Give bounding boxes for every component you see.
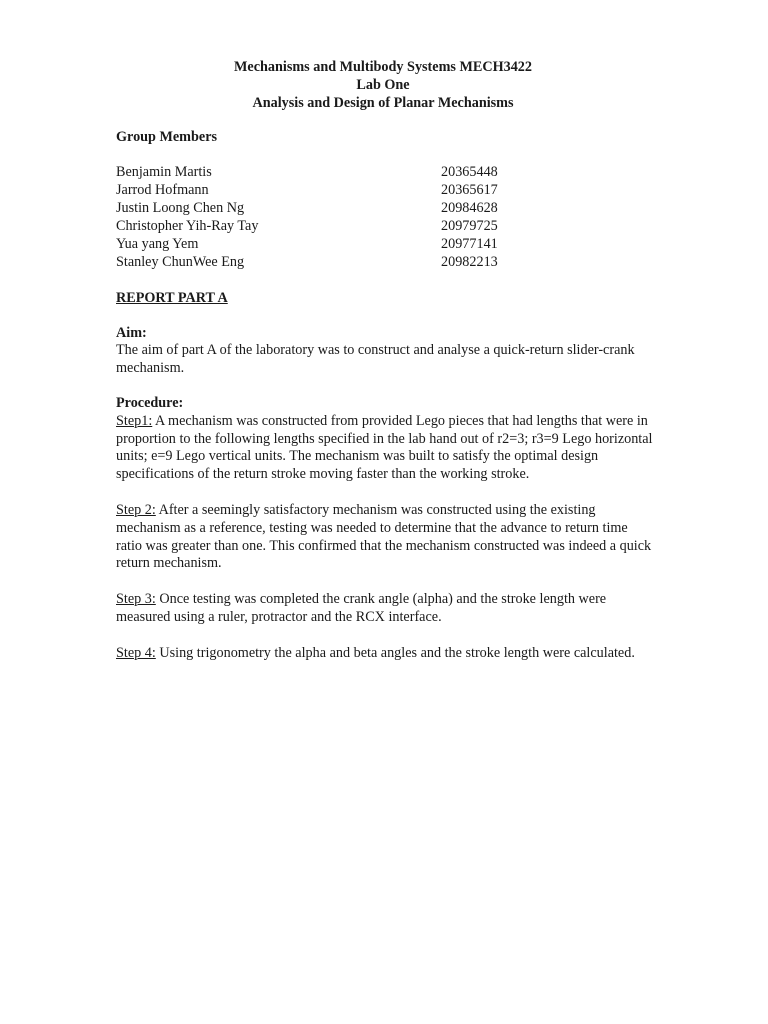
step-text: After a seemingly satisfactory mechanism was constructed using the existing mechanism as a reference, testing was needed to determine that the advance to return time ratio was greater than one. This confirmed that the mechanism constructed was indeed a quick return mechanism. [116,501,652,572]
course-title: Mechanisms and Multibody Systems MECH3422 [234,59,532,75]
document-subtitle: Analysis and Design of Planar Mechanisms [252,95,514,111]
member-row [116,164,656,182]
step-label: Step 4: [116,644,156,661]
step-label: Step 2: [116,501,156,518]
member-id: 20979725 [441,217,498,234]
procedure-heading: Procedure: [116,394,184,411]
aim-text: The aim of part A of the laboratory was to construct and analyse a quick-return slider-crank mechanism. [116,342,635,377]
document-page [116,58,656,663]
step-text: A mechanism was constructed from provided Lego pieces that had lengths that were in proportion to the following lengths specified in the lab hand out of r2=3; r3=9 Lego horizontal units; e=9 Lego vertical units. The mechanism was built to satisfy the optimal design specifications of the return stroke moving faster than the working stroke. [116,412,653,483]
member-id: 20984628 [441,199,498,216]
step-text: Using trigonometry the alpha and beta angles and the stroke length were calculated. [155,644,635,661]
procedure-step [116,591,656,627]
title-block [110,58,656,112]
member-row [116,200,656,218]
group-members-heading: Group Members [116,129,218,145]
member-name: Jarrod Hofmann [116,181,209,198]
step-label: Step1: [116,412,153,429]
member-row [116,218,656,236]
step-text: Once testing was completed the crank angle (alpha) and the stroke length were measured using a ruler, protractor and the RCX interface. [116,591,607,625]
member-name: Justin Loong Chen Ng [116,199,245,216]
procedure-step [116,502,656,573]
report-heading: REPORT PART A [116,289,228,306]
aim-heading: Aim: [116,324,147,341]
lab-title: Lab One [356,77,410,93]
step-label: Step 3: [116,591,156,608]
member-row [116,254,656,272]
procedure-step [116,645,656,663]
member-id: 20365448 [441,163,498,180]
member-row [116,182,656,200]
member-name: Yua yang Yem [116,235,199,252]
member-row [116,236,656,254]
procedure-step [116,413,656,484]
members-list [116,164,656,272]
member-name: Christopher Yih-Ray Tay [116,217,259,234]
member-id: 20982213 [441,253,498,270]
member-id: 20365617 [441,181,498,198]
member-name: Stanley ChunWee Eng [116,253,245,270]
member-id: 20977141 [441,235,498,252]
member-name: Benjamin Martis [116,163,212,180]
